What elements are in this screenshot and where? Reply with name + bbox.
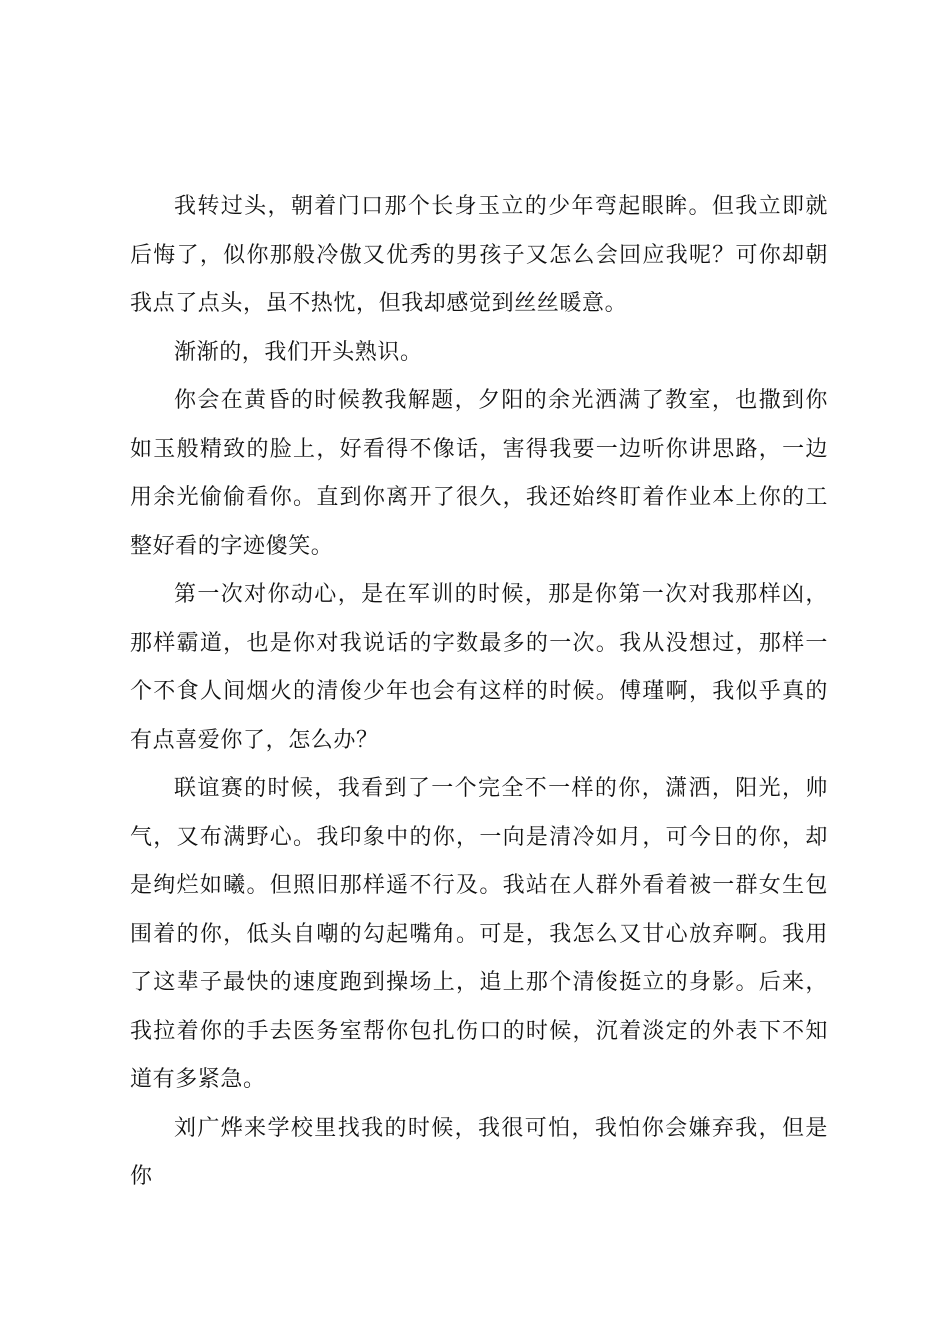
paragraph-5: 联谊赛的时候，我看到了一个完全不一样的你，潇洒，阳光，帅气，又布满野心。我印象中的你，一向是清冷如月，可今日的你，却是绚烂如曦。但照旧那样遥不行及。我站在人群外看着被一群女生包围着的你，低头自嘲的勾起嘴角。可是，我怎么又甘心放弃啊。我用了这辈子最快的速度跑到操场上，追上那个清俊挺立的身影。后来，我拉着你的手去医务室帮你包扎伤口的时候，沉着淡定的外表下不知道有多紧急。 bbox=[130, 776, 828, 1092]
paragraph-4: 第一次对你动心，是在军训的时候，那是你第一次对我那样凶，那样霸道，也是你对我说话的字数最多的一次。我从没想过，那样一个不食人间烟火的清俊少年也会有这样的时候。傅瑾啊，我似乎真的有点喜爱你了，怎么办？ bbox=[130, 582, 828, 753]
document-body bbox=[130, 183, 828, 1202]
paragraph-6: 刘广烨来学校里找我的时候，我很可怕，我怕你会嫌弃我，但是你 bbox=[130, 1115, 828, 1189]
paragraph-2: 渐渐的，我们开头熟识。 bbox=[174, 339, 423, 365]
paragraph-1: 我转过头，朝着门口那个长身玉立的少年弯起眼眸。但我立即就后悔了，似你那般冷傲又优秀的男孩子又怎么会回应我呢？可你却朝我点了点头，虽不热忱，但我却感觉到丝丝暖意。 bbox=[130, 194, 828, 316]
paragraph-3: 你会在黄昏的时候教我解题，夕阳的余光洒满了教室，也撒到你如玉般精致的脸上，好看得不像话，害得我要一边听你讲思路，一边用余光偷偷看你。直到你离开了很久，我还始终盯着作业本上你的工整好看的字迹傻笑。 bbox=[130, 388, 828, 559]
